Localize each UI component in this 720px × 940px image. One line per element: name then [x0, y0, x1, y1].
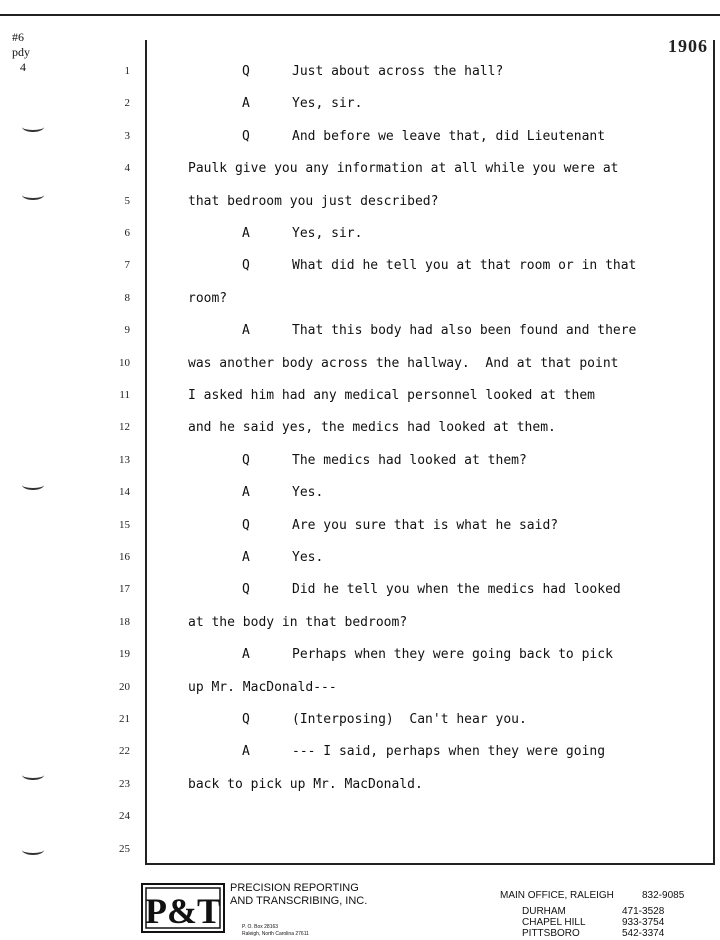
speaker-label: A	[242, 647, 250, 663]
branch-office-phone: 933-3754	[622, 917, 665, 928]
speaker-label: A	[242, 96, 250, 112]
page-number: 1906	[668, 36, 708, 56]
transcript-line-text: What did he tell you at that room or in that	[292, 258, 637, 274]
speaker-label: A	[242, 744, 250, 760]
line-number: 15	[119, 518, 130, 531]
speaker-label: A	[242, 550, 250, 565]
line-number: 24	[119, 810, 130, 823]
branch-office-name: DURHAM	[522, 906, 566, 917]
logo-lettering: P&T	[145, 891, 221, 931]
speaker-label: Q	[242, 582, 250, 598]
transcript-line-text: up Mr. MacDonald---	[188, 679, 337, 695]
top-rule	[0, 14, 720, 16]
line-number: 17	[119, 583, 130, 596]
transcript-line-text: And before we leave that, did Lieutenant	[292, 128, 606, 144]
line-number: 1	[124, 65, 130, 77]
transcript-line-text: I asked him had any medical personnel looked at them	[188, 388, 595, 403]
transcript-line-text: was another body across the hallway. And at that point	[188, 355, 619, 371]
transcript-line-text: --- I said, perhaps when they were going	[292, 744, 606, 760]
punch-hole-mark	[22, 480, 44, 490]
transcript-line-text: at the body in that bedroom?	[188, 614, 408, 630]
line-number: 23	[119, 777, 130, 790]
transcript-line-text: Yes, sir.	[292, 96, 363, 112]
line-number: 2	[124, 97, 130, 110]
line-number: 14	[119, 486, 130, 499]
main-office-label: MAIN OFFICE, RALEIGH	[500, 890, 614, 901]
speaker-label: Q	[242, 64, 250, 79]
line-number: 3	[124, 129, 130, 142]
corner-reporter-initials: pdy	[12, 45, 30, 59]
branch-office-phone: 471-3528	[622, 906, 665, 917]
line-number: 13	[119, 453, 130, 466]
line-number: 22	[119, 745, 130, 758]
line-number: 21	[119, 713, 130, 725]
line-number: 19	[119, 648, 130, 661]
speaker-label: Q	[242, 258, 250, 274]
firm-city: Raleigh, North Carolina 27611	[242, 931, 309, 937]
main-office-phone: 832-9085	[642, 890, 685, 901]
firm-name-line2: AND TRANSCRIBING, INC.	[230, 895, 368, 907]
speaker-label: A	[242, 226, 250, 241]
speaker-label: A	[242, 485, 250, 501]
line-number: 20	[119, 680, 130, 693]
speaker-label: Q	[242, 128, 250, 144]
transcript-line-text: that bedroom you just described?	[188, 193, 439, 209]
speaker-label: A	[242, 323, 250, 339]
speaker-label: Q	[242, 712, 250, 727]
transcript-line-text: back to pick up Mr. MacDonald.	[188, 776, 423, 792]
transcript-line-text: Paulk give you any information at all while you were at	[188, 161, 619, 177]
transcript-line-text: Are you sure that is what he said?	[292, 517, 559, 533]
transcript-line-text: That this body had also been found and there	[292, 323, 637, 339]
punch-hole-mark	[22, 770, 44, 780]
transcript-line-text: room?	[188, 290, 228, 306]
line-number: 6	[124, 227, 130, 239]
branch-office-name: CHAPEL HILL	[522, 917, 586, 928]
firm-logo	[140, 880, 226, 936]
corner-tape-number: #6	[12, 30, 24, 44]
transcript-line-text: Yes.	[292, 485, 324, 501]
transcript-line-text: The medics had looked at them?	[292, 452, 527, 468]
firm-name-line1: PRECISION REPORTING	[230, 882, 359, 894]
line-number: 12	[119, 421, 130, 434]
line-number: 9	[124, 324, 130, 337]
line-number: 11	[119, 389, 130, 401]
line-number: 4	[124, 162, 130, 175]
punch-hole-mark	[22, 845, 44, 855]
line-number: 16	[119, 551, 130, 563]
line-number: 5	[124, 194, 130, 207]
punch-hole-mark	[22, 190, 44, 200]
transcript-line-text: and he said yes, the medics had looked at them.	[188, 420, 556, 436]
transcript-line-text: Perhaps when they were going back to pick	[292, 647, 613, 663]
transcript-line-text: Did he tell you when the medics had looked	[292, 582, 621, 598]
line-number: 25	[119, 842, 130, 855]
line-number: 10	[119, 356, 130, 369]
transcript-line-text: Yes, sir.	[292, 226, 363, 241]
branch-office-name: PITTSBORO	[522, 928, 580, 939]
transcript-line-text: Yes.	[292, 550, 324, 565]
corner-sheet-number: 4	[20, 60, 26, 74]
punch-hole-mark	[22, 122, 44, 132]
speaker-label: Q	[242, 452, 250, 468]
branch-office-phone: 542-3374	[622, 928, 665, 939]
speaker-label: Q	[242, 517, 250, 533]
transcript-line-text: (Interposing) Can't hear you.	[292, 712, 527, 727]
transcript-line-text: Just about across the hall?	[292, 64, 504, 79]
line-number: 18	[119, 615, 130, 628]
line-number: 7	[124, 259, 130, 272]
firm-po-box: P. O. Box 28163	[242, 924, 279, 930]
line-number: 8	[124, 291, 130, 304]
